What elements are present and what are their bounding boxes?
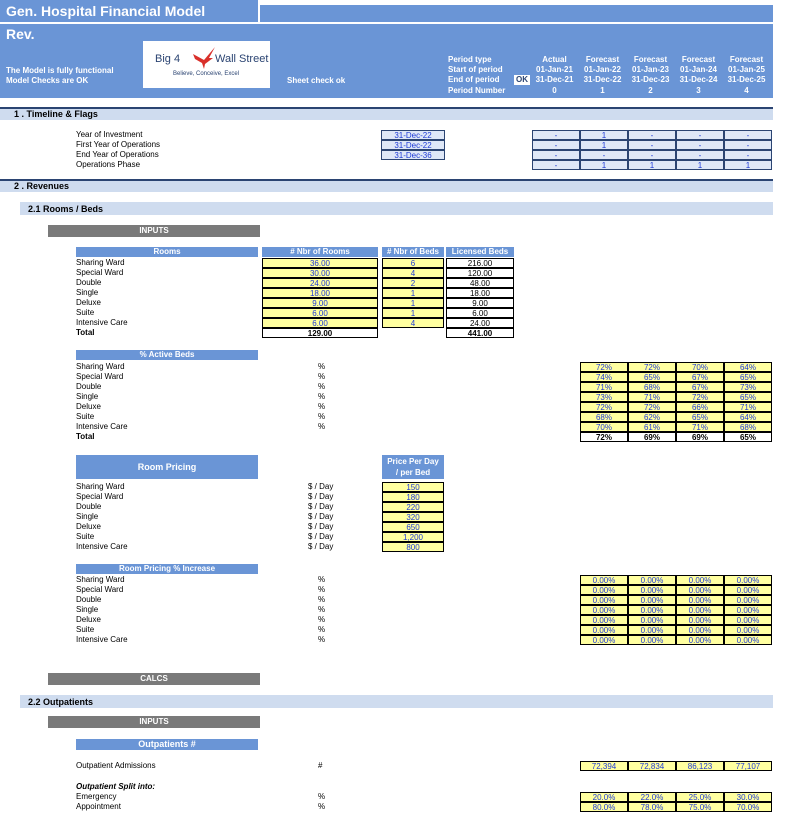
unit-label: % [318, 382, 326, 391]
period-number-label: Period Number [448, 86, 506, 95]
sheet-check-status: Sheet check ok [287, 76, 346, 85]
active-beds-input[interactable]: 68% [628, 382, 676, 392]
unit-label: % [318, 402, 326, 411]
period-start: 01-Jan-24 [680, 65, 717, 74]
active-beds-input[interactable]: 67% [676, 382, 724, 392]
active-beds-input[interactable]: 62% [628, 412, 676, 422]
price-increase-input[interactable]: 0.00% [676, 625, 724, 635]
split-unit: % [318, 792, 326, 801]
timeline-row-label: Operations Phase [76, 160, 141, 169]
flag-cell: 1 [724, 160, 772, 170]
price-increase-input[interactable]: 0.00% [676, 635, 724, 645]
timeline-row-label: First Year of Operations [76, 140, 161, 149]
beds-per-room-input[interactable]: 4 [382, 318, 444, 328]
flag-cell: 1 [580, 140, 628, 150]
pricing-label: Single [76, 512, 99, 521]
room-pricing-table [76, 482, 448, 554]
room-count-input[interactable]: 24.00 [262, 278, 378, 288]
price-increase-input[interactable]: 0.00% [628, 585, 676, 595]
period-type: Forecast [681, 55, 716, 64]
page-title: Gen. Hospital Financial Model [6, 3, 206, 19]
split-input[interactable]: 70.0% [724, 802, 772, 812]
active-beds-total: 72% [580, 432, 628, 442]
active-beds-total: 69% [628, 432, 676, 442]
flag-cell: - [532, 160, 580, 170]
eagle-icon [191, 44, 217, 70]
period-end: 31-Dec-25 [727, 75, 766, 84]
licensed-beds-value: 48.00 [446, 278, 514, 288]
period-col-2 [628, 55, 673, 96]
rooms-subsection-title: 2.1 Rooms / Beds [28, 204, 104, 214]
active-beds-input[interactable]: 65% [724, 392, 772, 402]
price-increase-input[interactable]: 0.00% [676, 605, 724, 615]
active-beds-label: Single [76, 392, 99, 401]
active-beds-input[interactable]: 71% [724, 402, 772, 412]
beds-per-room-input[interactable]: 1 [382, 308, 444, 318]
split-label: Emergency [76, 792, 117, 801]
room-label: Deluxe [76, 298, 101, 307]
unit-label: % [318, 392, 326, 401]
admissions-input[interactable]: 72,394 [580, 761, 628, 771]
outpatients-subsection-bar [20, 695, 773, 708]
active-beds-table [76, 362, 776, 444]
unit-label: % [318, 595, 326, 604]
period-type-label: Period type [448, 55, 492, 64]
split-input[interactable]: 20.0% [580, 792, 628, 802]
room-count-input[interactable]: 9.00 [262, 298, 378, 308]
period-start: 01-Jan-21 [536, 65, 573, 74]
active-beds-label: Deluxe [76, 402, 101, 411]
flag-cell: - [628, 150, 676, 160]
year-of-investment-date[interactable]: 31-Dec-22 [381, 130, 445, 140]
room-count-input[interactable]: 6.00 [262, 308, 378, 318]
price-per-day-input[interactable]: 1,200 [382, 532, 444, 542]
active-beds-input[interactable]: 65% [676, 412, 724, 422]
flag-cell: - [724, 130, 772, 140]
period-number: 0 [552, 86, 557, 95]
flag-cell: - [628, 140, 676, 150]
licensed-beds-value: 120.00 [446, 268, 514, 278]
period-type: Forecast [585, 55, 620, 64]
price-increase-input[interactable]: 0.00% [628, 595, 676, 605]
period-number: 3 [696, 86, 701, 95]
revenues-section-title: 2 . Revenues [14, 181, 70, 191]
pricing-label: Double [76, 502, 102, 511]
flag-cell: 1 [580, 160, 628, 170]
period-start: 01-Jan-25 [728, 65, 765, 74]
period-end: 31-Dec-23 [631, 75, 670, 84]
active-beds-label: Suite [76, 412, 95, 421]
active-beds-input[interactable]: 65% [724, 372, 772, 382]
active-beds-input[interactable]: 72% [676, 392, 724, 402]
increase-label: Sharing Ward [76, 575, 125, 584]
price-increase-table [76, 575, 776, 647]
rooms-total-label: Total [76, 328, 95, 337]
period-number: 2 [648, 86, 653, 95]
flag-cell: - [676, 140, 724, 150]
period-start: 01-Jan-23 [632, 65, 669, 74]
unit-label: % [318, 575, 326, 584]
logo-tagline: Believe, Conceive, Excel [173, 71, 240, 77]
increase-label: Special Ward [76, 585, 124, 594]
admissions-input[interactable]: 86,123 [676, 761, 724, 771]
pricing-label: Deluxe [76, 522, 101, 531]
price-increase-input[interactable]: 0.00% [724, 615, 772, 625]
price-per-day-input[interactable]: 220 [382, 502, 444, 512]
price-increase-input[interactable]: 0.00% [580, 575, 628, 585]
period-end: 31-Dec-22 [583, 75, 622, 84]
room-count-input[interactable]: 18.00 [262, 288, 378, 298]
active-beds-input[interactable]: 71% [676, 422, 724, 432]
outpatients-subsection-title: 2.2 Outpatients [28, 697, 94, 707]
period-col-4 [724, 55, 769, 96]
nbr-rooms-col-header: # Nbr of Rooms [262, 247, 378, 257]
price-per-day-input[interactable]: 320 [382, 512, 444, 522]
active-beds-input[interactable]: 68% [580, 412, 628, 422]
flag-cell: - [532, 150, 580, 160]
page-subtitle: Rev. [6, 26, 35, 42]
split-label: Appointment [76, 802, 121, 811]
price-per-day-input[interactable]: 650 [382, 522, 444, 532]
price-increase-input[interactable]: 0.00% [580, 605, 628, 615]
price-increase-input[interactable]: 0.00% [676, 615, 724, 625]
beds-per-room-input[interactable]: 6 [382, 258, 444, 268]
active-beds-label: Intensive Care [76, 422, 128, 431]
unit-label: % [318, 422, 326, 431]
rooms-table-body [76, 258, 516, 340]
active-beds-input[interactable]: 64% [724, 412, 772, 422]
active-beds-input[interactable]: 61% [628, 422, 676, 432]
increase-label: Suite [76, 625, 95, 634]
split-input[interactable]: 30.0% [724, 792, 772, 802]
unit-label: % [318, 585, 326, 594]
price-increase-input[interactable]: 0.00% [580, 635, 628, 645]
period-col-1 [580, 55, 625, 96]
active-beds-label: Special Ward [76, 372, 124, 381]
active-beds-label: Sharing Ward [76, 362, 125, 371]
price-increase-input[interactable]: 0.00% [580, 585, 628, 595]
flag-cell: - [724, 140, 772, 150]
split-input[interactable]: 25.0% [676, 792, 724, 802]
price-increase-input[interactable]: 0.00% [676, 575, 724, 585]
active-beds-input[interactable]: 66% [676, 402, 724, 412]
unit-label: % [318, 605, 326, 614]
price-header-line-1: Price Per Day [387, 457, 439, 466]
header-band-right [260, 5, 773, 22]
split-unit: % [318, 802, 326, 811]
rooms-calcs-header: CALCS [48, 673, 260, 685]
period-number: 4 [744, 86, 749, 95]
flag-cell: - [580, 150, 628, 160]
price-increase-input[interactable]: 0.00% [724, 585, 772, 595]
room-pricing-header: Room Pricing [76, 455, 258, 479]
outpatient-admissions-label: Outpatient Admissions [76, 761, 156, 770]
price-increase-input[interactable]: 0.00% [580, 625, 628, 635]
start-of-period-label: Start of period [448, 65, 503, 74]
active-beds-total: 65% [724, 432, 772, 442]
period-type: Actual [542, 55, 567, 64]
active-beds-input[interactable]: 71% [628, 392, 676, 402]
active-beds-header: % Active Beds [76, 350, 258, 360]
active-beds-input[interactable]: 67% [676, 372, 724, 382]
timeline-section-title: 1 . Timeline & Flags [14, 109, 98, 119]
period-end: 31-Dec-24 [679, 75, 718, 84]
pricing-unit: $ / Day [308, 522, 334, 531]
end-year-operations-date[interactable]: 31-Dec-36 [381, 150, 445, 160]
flag-cell: - [628, 130, 676, 140]
price-increase-input[interactable]: 0.00% [628, 575, 676, 585]
active-beds-total: 69% [676, 432, 724, 442]
admissions-input[interactable]: 72,834 [628, 761, 676, 771]
outpatients-inputs-header: INPUTS [48, 716, 260, 728]
flag-cell: - [724, 150, 772, 160]
room-label: Special Ward [76, 268, 124, 277]
beds-per-room-input[interactable]: 1 [382, 288, 444, 298]
timeline-section-bar [0, 107, 773, 120]
status-line-1: The Model is fully functional [6, 66, 114, 75]
active-beds-input[interactable]: 72% [580, 402, 628, 412]
price-increase-input[interactable]: 0.00% [724, 595, 772, 605]
room-label: Sharing Ward [76, 258, 125, 267]
ok-badge: OK [516, 75, 528, 84]
licensed-beds-value: 18.00 [446, 288, 514, 298]
pricing-unit: $ / Day [308, 532, 334, 541]
increase-label: Deluxe [76, 615, 101, 624]
period-end: 31-Dec-21 [535, 75, 574, 84]
first-year-operations-date[interactable]: 31-Dec-22 [381, 140, 445, 150]
price-per-day-input[interactable]: 150 [382, 482, 444, 492]
status-line-2: Model Checks are OK [6, 76, 89, 85]
price-increase-input[interactable]: 0.00% [628, 625, 676, 635]
price-increase-input[interactable]: 0.00% [676, 595, 724, 605]
licensed-beds-value: 9.00 [446, 298, 514, 308]
price-increase-input[interactable]: 0.00% [628, 635, 676, 645]
licensed-beds-value: 216.00 [446, 258, 514, 268]
active-beds-input[interactable]: 70% [580, 422, 628, 432]
room-label: Suite [76, 308, 95, 317]
timeline-flags-grid [532, 130, 774, 170]
flag-cell: - [676, 150, 724, 160]
price-increase-input[interactable]: 0.00% [580, 615, 628, 625]
rooms-total-value: 129.00 [262, 328, 378, 338]
price-header-line-2: / per Bed [395, 468, 431, 477]
split-input[interactable]: 80.0% [580, 802, 628, 812]
admissions-unit: # [318, 761, 323, 770]
timeline-row-label: Year of Investment [76, 130, 143, 139]
room-label: Double [76, 278, 102, 287]
unit-label: % [318, 625, 326, 634]
price-per-day-input[interactable]: 800 [382, 542, 444, 552]
room-count-input[interactable]: 6.00 [262, 318, 378, 328]
active-beds-input[interactable]: 65% [628, 372, 676, 382]
price-per-day-input[interactable]: 180 [382, 492, 444, 502]
licensed-beds-value: 24.00 [446, 318, 514, 328]
price-increase-input[interactable]: 0.00% [580, 595, 628, 605]
outpatients-count-header: Outpatients # [76, 739, 258, 750]
period-number: 1 [600, 86, 605, 95]
split-input[interactable]: 22.0% [628, 792, 676, 802]
rooms-col-header: Rooms [76, 247, 258, 257]
price-per-day-col-header [382, 455, 444, 479]
increase-label: Single [76, 605, 99, 614]
pricing-unit: $ / Day [308, 502, 334, 511]
flag-cell: - [532, 140, 580, 150]
period-type: Forecast [729, 55, 764, 64]
pricing-unit: $ / Day [308, 482, 334, 491]
split-input[interactable]: 78.0% [628, 802, 676, 812]
pricing-unit: $ / Day [308, 512, 334, 521]
unit-label: % [318, 412, 326, 421]
licensed-beds-col-header: Licensed Beds [446, 247, 514, 257]
unit-label: % [318, 615, 326, 624]
active-beds-input[interactable]: 72% [628, 402, 676, 412]
beds-per-room-input[interactable]: 2 [382, 278, 444, 288]
split-input[interactable]: 75.0% [676, 802, 724, 812]
period-col-0 [532, 55, 577, 96]
flag-cell: 1 [580, 130, 628, 140]
price-increase-input[interactable]: 0.00% [628, 615, 676, 625]
price-increase-input[interactable]: 0.00% [724, 575, 772, 585]
period-col-3 [676, 55, 721, 96]
active-beds-input[interactable]: 64% [724, 362, 772, 372]
unit-label: % [318, 635, 326, 644]
rooms-subsection-bar [20, 202, 773, 215]
unit-label: % [318, 362, 326, 371]
period-start: 01-Jan-22 [584, 65, 621, 74]
increase-label: Intensive Care [76, 635, 128, 644]
timeline-row-label: End Year of Operations [76, 150, 159, 159]
pricing-label: Special Ward [76, 492, 124, 501]
period-columns [532, 55, 775, 97]
period-type: Forecast [633, 55, 668, 64]
pricing-unit: $ / Day [308, 542, 334, 551]
rooms-inputs-header: INPUTS [48, 225, 260, 237]
pricing-label: Sharing Ward [76, 482, 125, 491]
active-beds-input[interactable]: 72% [580, 362, 628, 372]
licensed-beds-total: 441.00 [446, 328, 514, 338]
beds-per-room-input[interactable]: 1 [382, 298, 444, 308]
logo-text-right: Wall Street [215, 53, 269, 65]
flag-cell: - [532, 130, 580, 140]
room-label: Single [76, 288, 99, 297]
flag-cell: 1 [628, 160, 676, 170]
pricing-label: Intensive Care [76, 542, 128, 551]
price-increase-input[interactable]: 0.00% [628, 605, 676, 615]
company-logo [143, 41, 270, 88]
flag-cell: - [676, 130, 724, 140]
room-label: Intensive Care [76, 318, 128, 327]
increase-label: Double [76, 595, 102, 604]
licensed-beds-value: 6.00 [446, 308, 514, 318]
active-beds-input[interactable]: 70% [676, 362, 724, 372]
active-beds-input[interactable]: 72% [628, 362, 676, 372]
outpatient-split-label: Outpatient Split into: [76, 782, 156, 791]
price-increase-input[interactable]: 0.00% [724, 625, 772, 635]
end-of-period-label: End of period [448, 75, 500, 84]
admissions-input[interactable]: 77,107 [724, 761, 772, 771]
price-increase-header: Room Pricing % Increase [76, 564, 258, 574]
price-increase-input[interactable]: 0.00% [724, 605, 772, 615]
room-count-input[interactable]: 36.00 [262, 258, 378, 268]
active-beds-total-label: Total [76, 432, 95, 441]
flag-cell: 1 [676, 160, 724, 170]
active-beds-label: Double [76, 382, 102, 391]
active-beds-input[interactable]: 74% [580, 372, 628, 382]
active-beds-input[interactable]: 73% [580, 392, 628, 402]
beds-per-room-input[interactable]: 4 [382, 268, 444, 278]
revenues-section-bar [0, 179, 773, 192]
price-increase-input[interactable]: 0.00% [724, 635, 772, 645]
active-beds-input[interactable]: 71% [580, 382, 628, 392]
room-count-input[interactable]: 30.00 [262, 268, 378, 278]
active-beds-input[interactable]: 68% [724, 422, 772, 432]
pricing-label: Suite [76, 532, 95, 541]
price-increase-input[interactable]: 0.00% [676, 585, 724, 595]
nbr-beds-col-header: # Nbr of Beds [382, 247, 444, 257]
unit-label: % [318, 372, 326, 381]
logo-text-left: Big 4 [155, 53, 181, 65]
pricing-unit: $ / Day [308, 492, 334, 501]
active-beds-input[interactable]: 73% [724, 382, 772, 392]
